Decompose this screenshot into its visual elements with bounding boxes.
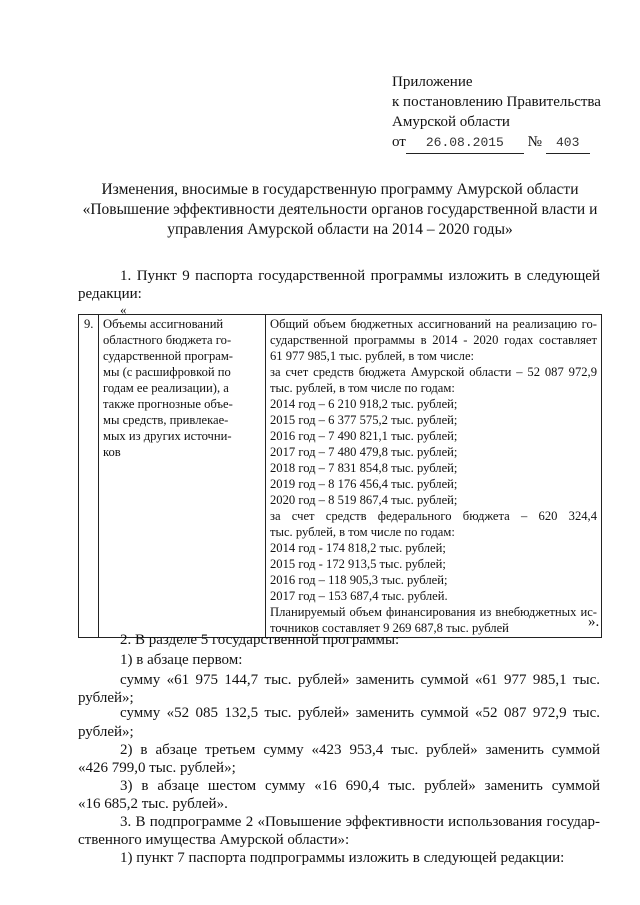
appendix-label: Приложение — [392, 74, 473, 90]
region-line: Амурской области — [392, 114, 510, 130]
value-line: Общий объем бюджетных ассигнований на реализацию го- — [270, 317, 597, 331]
row-number: 9. — [79, 315, 99, 638]
value-line: 2020 год – 8 519 867,4 тыс. рублей; — [270, 493, 458, 507]
title-line-3: управления Амурской области на 2014 – 2020 годы» — [167, 221, 513, 238]
p1-line-1: 1. Пункт 9 паспорта государственной программы изложить в следующей — [120, 268, 600, 284]
label-line: Объемы ассигнований — [103, 317, 224, 331]
p1-line-2: редакции: — [78, 286, 142, 302]
item-2-line-1: 2) в абзаце третьем сумму «423 953,4 тыс. рублей» заменить суммой — [120, 742, 600, 758]
value-line: 2014 год - 174 818,2 тыс. рублей; — [270, 541, 446, 555]
title-line-1: Изменения, вносимые в государственную программу Амурской области — [101, 181, 579, 198]
table-row — [79, 315, 602, 638]
label-line: также прогнозные объе- — [103, 397, 233, 411]
value-line: тыс. рублей, в том числе по годам: — [270, 381, 455, 395]
item-1-heading: 1) в абзаце первом: — [120, 652, 243, 668]
replace-1-line-2: рублей»; — [78, 690, 134, 706]
value-line: Планируемый объем финансирования из внебюджетных ис- — [270, 605, 597, 619]
passport-table — [78, 314, 602, 638]
item-2-line-2: «426 799,0 тыс. рублей»; — [78, 760, 236, 776]
value-line: 2015 год - 172 913,5 тыс. рублей; — [270, 557, 446, 571]
label-line: мы средств, привлекае- — [103, 413, 229, 427]
replace-2-line-1: сумму «52 085 132,5 тыс. рублей» заменить суммой «52 087 972,9 тыс. — [120, 705, 600, 721]
date-field — [406, 132, 524, 154]
value-line: тыс. рублей, в том числе по годам: — [270, 525, 455, 539]
item-3-line-1: 3) в абзаце шестом сумму «16 690,4 тыс. рублей» заменить суммой — [120, 778, 600, 794]
date-prefix: от — [392, 134, 406, 150]
value-line: сударственной программы в 2014 - 2020 годах составляет — [270, 333, 597, 347]
replace-2-line-2: рублей»; — [78, 724, 134, 740]
resolution-line: к постановлению Правительства — [392, 94, 601, 110]
value-line: точников составляет 9 269 687,8 тыс. рублей — [270, 621, 509, 635]
value-line: 61 977 985,1 тыс. рублей, в том числе: — [270, 349, 475, 363]
row-value-cell — [266, 315, 602, 638]
label-line: сударственной програм- — [103, 349, 233, 363]
value-line: 2017 год – 7 480 479,8 тыс. рублей; — [270, 445, 458, 459]
section-2-heading: 2. В разделе 5 государственной программы: — [120, 632, 400, 648]
date-number-line — [392, 132, 590, 154]
value-line: 2015 год – 6 377 575,2 тыс. рублей; — [270, 413, 458, 427]
value-line: 2016 год – 118 905,3 тыс. рублей; — [270, 573, 448, 587]
item-3-line-2: «16 685,2 тыс. рублей». — [78, 796, 228, 812]
value-line: 2016 год – 7 490 821,1 тыс. рублей; — [270, 429, 458, 443]
value-line: за счет средств федерального бюджета – 620 324,4 — [270, 509, 597, 523]
subitem-1-text: 1) пункт 7 паспорта подпрограммы изложить в следующей редакции: — [120, 850, 565, 866]
label-line: областного бюджета го- — [103, 333, 232, 347]
value-line: 2018 год – 7 831 854,8 тыс. рублей; — [270, 461, 458, 475]
section-3-line-2: ственного имущества Амурской области»: — [78, 832, 350, 848]
label-line: мых из других источни- — [103, 429, 232, 443]
value-line: за счет средств бюджета Амурской области – 52 087 972,9 — [270, 365, 597, 379]
label-line: мы (с расшифровкой по — [103, 365, 231, 379]
open-quote: « — [120, 302, 127, 317]
replace-1-line-1: сумму «61 975 144,7 тыс. рублей» заменить суммой «61 977 985,1 тыс. — [120, 672, 600, 688]
date-value: 26.08.2015 — [425, 135, 504, 150]
value-line: 2014 год – 6 210 918,2 тыс. рублей; — [270, 397, 458, 411]
section-3-line-1: 3. В подпрограмме 2 «Повышение эффективности использования государ- — [120, 814, 600, 830]
label-line: ков — [103, 445, 121, 459]
row-label-cell — [99, 315, 266, 638]
number-value: 403 — [555, 135, 580, 150]
number-prefix: № — [527, 134, 542, 150]
value-line: 2017 год – 153 687,4 тыс. рублей. — [270, 589, 448, 603]
number-field — [546, 132, 590, 154]
label-line: годам ее реализации), а — [103, 381, 229, 395]
close-quote: ». — [588, 614, 600, 630]
title-line-2: «Повышение эффективности деятельности органов государственной власти и — [82, 201, 598, 218]
value-line: 2019 год – 8 176 456,4 тыс. рублей; — [270, 477, 458, 491]
